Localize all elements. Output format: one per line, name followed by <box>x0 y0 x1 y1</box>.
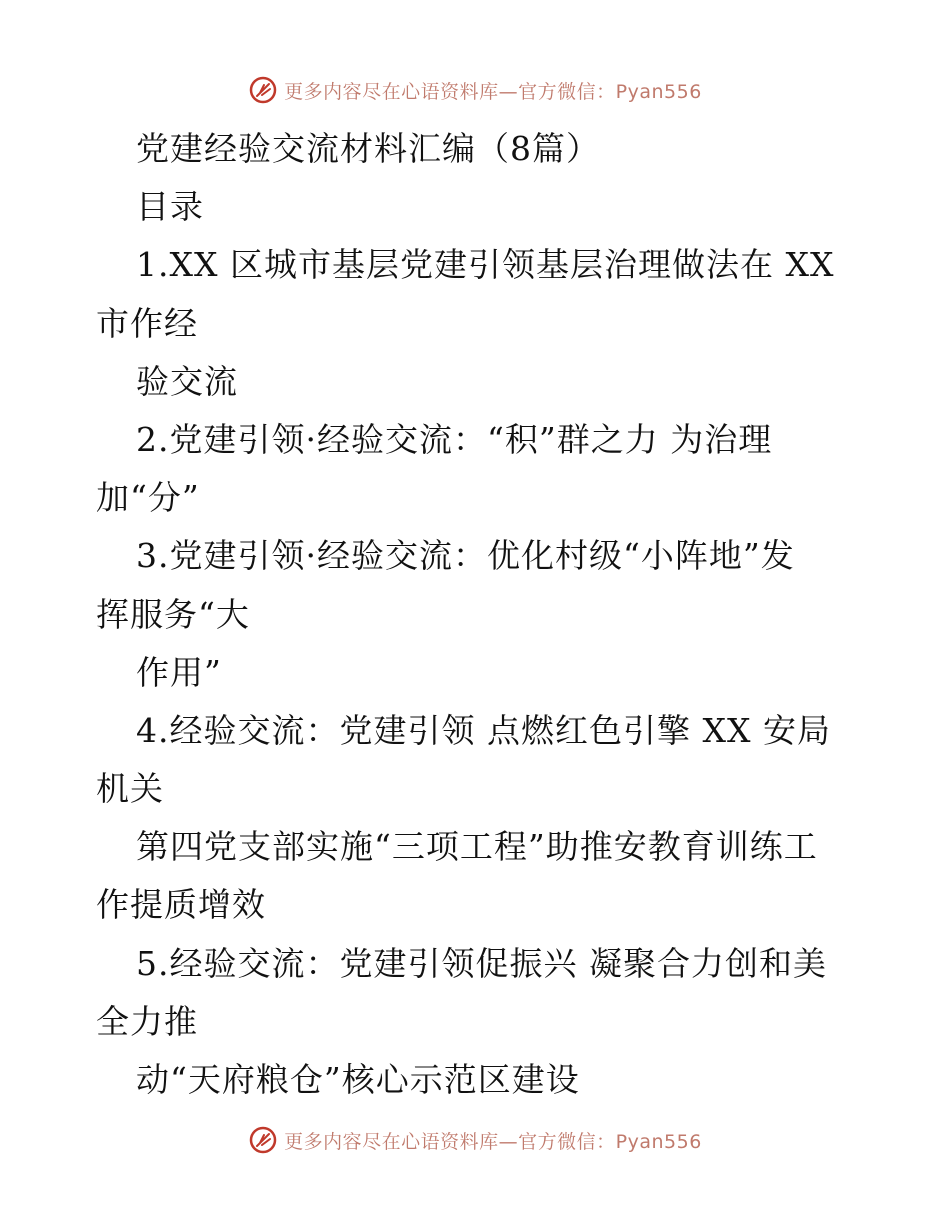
feather-pen-circle-icon <box>248 75 278 105</box>
watermark-banner-bottom <box>0 1120 950 1160</box>
toc-line: 2.党建引领·经验交流：“积”群之力 为治理 <box>136 419 773 459</box>
document-title: 党建经验交流材料汇编（8篇） <box>136 129 600 168</box>
toc-line: 作用” <box>136 652 222 692</box>
toc-line: 市作经 <box>96 303 198 343</box>
watermark-text: 更多内容尽在心语资料库—官方微信：Pyan556 <box>284 1130 702 1153</box>
watermark-banner-top <box>0 70 950 110</box>
toc-line: 作提质增效 <box>96 885 266 925</box>
watermark-text: 更多内容尽在心语资料库—官方微信：Pyan556 <box>284 80 702 103</box>
toc-line: 机关 <box>96 769 164 809</box>
toc-line: 5.经验交流：党建引领促振兴 凝聚合力创和美 <box>136 943 827 983</box>
document-body <box>96 120 856 1109</box>
toc-line: 验交流 <box>136 361 238 401</box>
toc-line: 第四党支部实施“三项工程”助推安教育训练工 <box>136 827 818 867</box>
toc-line: 加“分” <box>96 478 200 518</box>
toc-line: 1.XX 区城市基层党建引领基层治理做法在 XX <box>136 245 835 285</box>
toc-line: 4.经验交流：党建引领 点燃红色引擎 XX 安局 <box>136 710 831 750</box>
feather-pen-circle-icon <box>248 1125 278 1155</box>
toc-heading: 目录 <box>136 187 204 227</box>
toc-line: 动“天府粮仓”核心示范区建设 <box>136 1060 580 1099</box>
toc-line: 全力推 <box>96 1001 198 1041</box>
toc-line: 挥服务“大 <box>96 594 250 634</box>
toc-line: 3.党建引领·经验交流：优化村级“小阵地”发 <box>136 536 795 576</box>
